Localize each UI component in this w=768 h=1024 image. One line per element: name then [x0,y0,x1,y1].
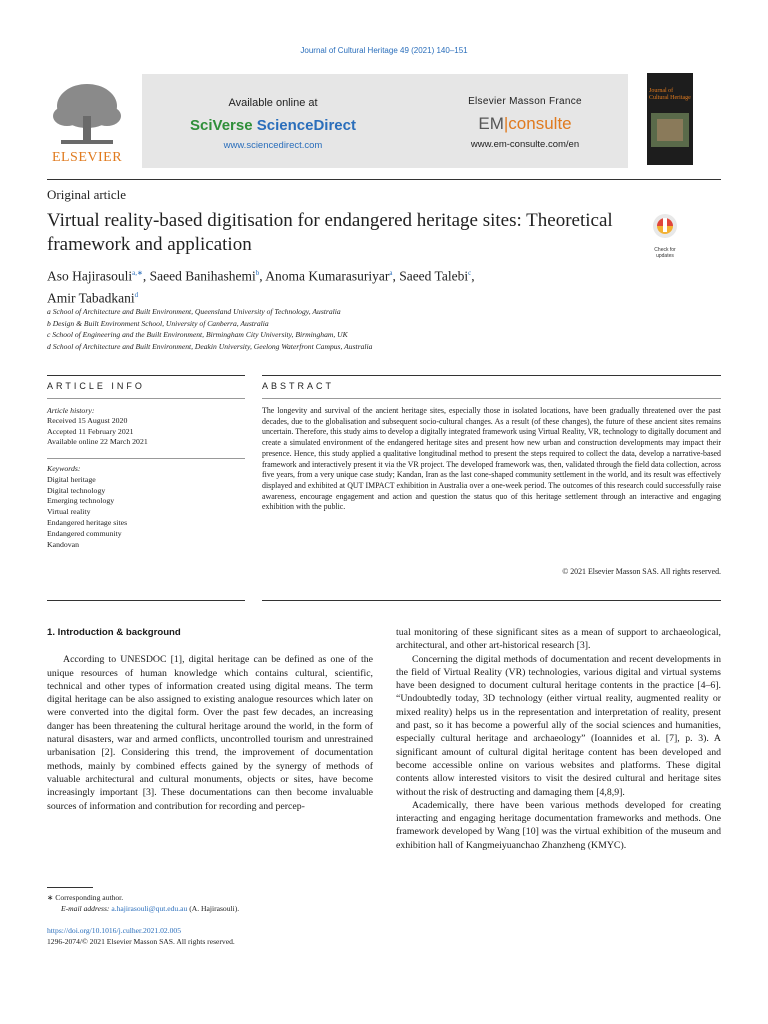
article-history [47,406,245,448]
author-affil-marker[interactable]: a [389,269,393,277]
em-consulte-link[interactable]: www.em-consulte.com/en [470,139,580,150]
header-divider [47,179,721,180]
crossmark-label: Check for updates [654,247,676,259]
footnote-divider [47,887,93,888]
body-column-right [396,626,721,852]
elsevier-masson-text: Elsevier Masson France [468,96,582,107]
keyword-item: Emerging technology [47,496,115,506]
author-name[interactable]: Aso Hajirasouli [47,268,133,284]
elsevier-wordmark: ELSEVIER [51,150,123,165]
author-affil-marker[interactable]: a,∗ [132,269,143,277]
article-title: Virtual reality-based digitisation for endangered heritage sites: Theoretical framework and application [47,210,613,255]
history-item: Received 15 August 2020 [47,416,128,426]
keywords-label: Keywords: [47,464,81,473]
divider [47,600,245,601]
author-name[interactable]: Amir Tabadkani [47,290,135,305]
email-link[interactable]: a.hajirasouli@qut.edu.au [111,904,188,913]
affiliation-item: d School of Architecture and Built Environment, Deakin University, Geelong Waterfront Campus, Australia [47,341,373,351]
issn-copyright: 1296-2074/© 2021 Elsevier Masson SAS. All rights reserved. [47,937,235,946]
keyword-item: Kandovan [47,539,80,549]
history-item: Accepted 11 February 2021 [47,426,134,436]
divider [262,600,721,601]
abstract-heading: ABSTRACT [262,381,335,391]
cover-art [647,73,693,165]
email-label: E-mail address: [61,904,112,913]
cover-title: Journal of Cultural Heritage [649,88,691,101]
doi-link[interactable]: https://doi.org/10.1016/j.culher.2021.02.005 [47,926,182,935]
abstract-copyright: © 2021 Elsevier Masson SAS. All rights reserved. [562,567,721,576]
sciencedirect-link[interactable]: www.sciencedirect.com [223,140,323,151]
divider [47,375,245,376]
author-affil-marker[interactable]: d [134,290,139,299]
author-list: Aso Hajirasouli$^{a,∗}$, Saeed Banihashemi$^b$, Anoma Kumarasuriyar$^a$, Saeed Talebi$^c$, Amir Tabadkani$^d$ [47,268,475,305]
article-info-heading: ARTICLE INFO [47,381,145,391]
body-paragraph: Concerning the digital methods of documentation and recent developments in the field of Virtual Reality (VR) technologies, various digital and virtual systems have been designed to document cultural heritage contents in the practice [4–6]. “Undoubtedly today, 3D technology (either virtual reality, augmented reality or mixed reality) helps us in the representation and interpretation of reality, present and past, so it has become a powerful ally of the social sciences and humanities, especially cultural heritage and archaeology” (Ioannides et al. [7], p. 3). A significant amount of cultural digital heritage content has been developed and become accessible online on various websites and platforms. These digital contents allow interested visitors to visit the desired cultural and heritage sites without the risk of destructing and damaging them [4,8,9]. [396,653,721,798]
affiliation-item: a School of Architecture and Built Environment, Queensland University of Technology, Australia [47,307,341,316]
divider [47,458,245,459]
author-affil-marker[interactable]: b [255,269,260,277]
article-type: Original article [47,187,127,202]
body-paragraph: Academically, there have been various methods developed for creating interacting and engaging heritage documentation frameworks and methods. One framework developed by Wang [10] was the virtual exhibition of the museum and exhibition hall of Kangmeiyuanchao Zhanzheng (KMYC). [396,799,721,851]
keyword-item: Endangered community [47,528,122,538]
em-consulte-logo[interactable]: EM|consulte [478,114,572,133]
abstract-text: The longevity and survival of the ancient heritage sites, especially those in isolated locations, have been gradually threatened over the past decades, due to the globalisation and subsequent socio-cultural changes. As a result (of these changes), the future of these ancient sites remains uncertain. Therefore, this study aims to develop a digitally integrated framework using Virtual Reality, VR, technology to digitally document and create a simulated environment of the endangered heritage sites and present how new urban and construction developments may impact their presence. Hence, this study applied a qualitative longitudinal method to present the steps required to collect the data, develop a narrative-based framework and interactively present it via the VR project. The developed framework was, then, validated through the field data collection, across five years, from a very unique case study; Kandan, Iran as the last cone-shaped community settlement in the world, and its result was effectively displayed and exhibited at QUT IMPACT exhibition in Australia over a one-week period. The outcomes of this research could successfully raise awareness, encourage engagement and action and question the status quo of this heritage settlement through an interactive and engaging exhibition with the public. [262,406,721,512]
keyword-item: Virtual reality [47,507,91,517]
available-online-text: Available online at [228,97,318,109]
author-name[interactable]: Anoma Kumarasuriyar [265,268,390,284]
divider [262,398,721,399]
email-owner: (A. Hajirasouli). [187,904,240,913]
keywords [47,464,245,550]
body-paragraph: tual monitoring of these significant sites as a mean of support to archaeological, architectural, and other art-historical research [3]. [396,627,721,652]
author-affil-marker[interactable]: c [468,269,472,277]
affiliation-item: b Design & Built Environment School, University of Canberra, Australia [47,318,269,328]
history-label: Article history: [47,406,95,415]
affiliation-item: c School of Engineering and the Built Environment, Birmingham City University, Birmingham, UK [47,330,348,339]
journal-cover-image[interactable] [647,73,693,165]
section-heading: 1. Introduction & background [47,627,181,638]
email-line [47,903,373,914]
affiliations [47,306,687,352]
history-item: Available online 22 March 2021 [47,437,148,447]
footnote [47,892,373,914]
author-name[interactable]: Saeed Talebi [399,268,469,284]
divider [47,398,245,399]
keyword-item: Digital technology [47,485,106,495]
keyword-item: Endangered heritage sites [47,517,128,527]
crossmark-icon [645,212,685,242]
journal-reference[interactable]: Journal of Cultural Heritage 49 (2021) 140–151 [300,46,468,55]
body-column-left [47,626,373,813]
check-for-updates-badge[interactable] [645,212,685,259]
divider [262,375,721,376]
corresponding-author-note: ∗ Corresponding author. [47,893,124,902]
sciverse-sciencedirect-logo[interactable]: SciVerse ScienceDirect [190,117,356,134]
author-name[interactable]: Saeed Banihashemi [149,268,256,284]
body-paragraph: According to UNESDOC [1], digital heritage can be defined as one of the unique resources of human knowledge which contains cultural, scientific, technical and other types of information created using digital means. The term digital heritage can be also assigned to existing analogue resources which later on were converted into the digital form. Over the past few decades, an increasing danger has been threatening the cultural heritage around the world, in the form of natural disasters, war and armed conflicts, uncontrolled tourism and unrestrained urbanisation [2]. Considering this trend, the improvement of documentation methods, mainly by combined effects gained by the synergy of methods of valuable architectural and cultural monuments, objects or sites, have become increasingly important [3]. These documentations can then become invaluable sources of information and contribution for recording and percep- [47,654,373,812]
keyword-item: Digital heritage [47,474,96,484]
